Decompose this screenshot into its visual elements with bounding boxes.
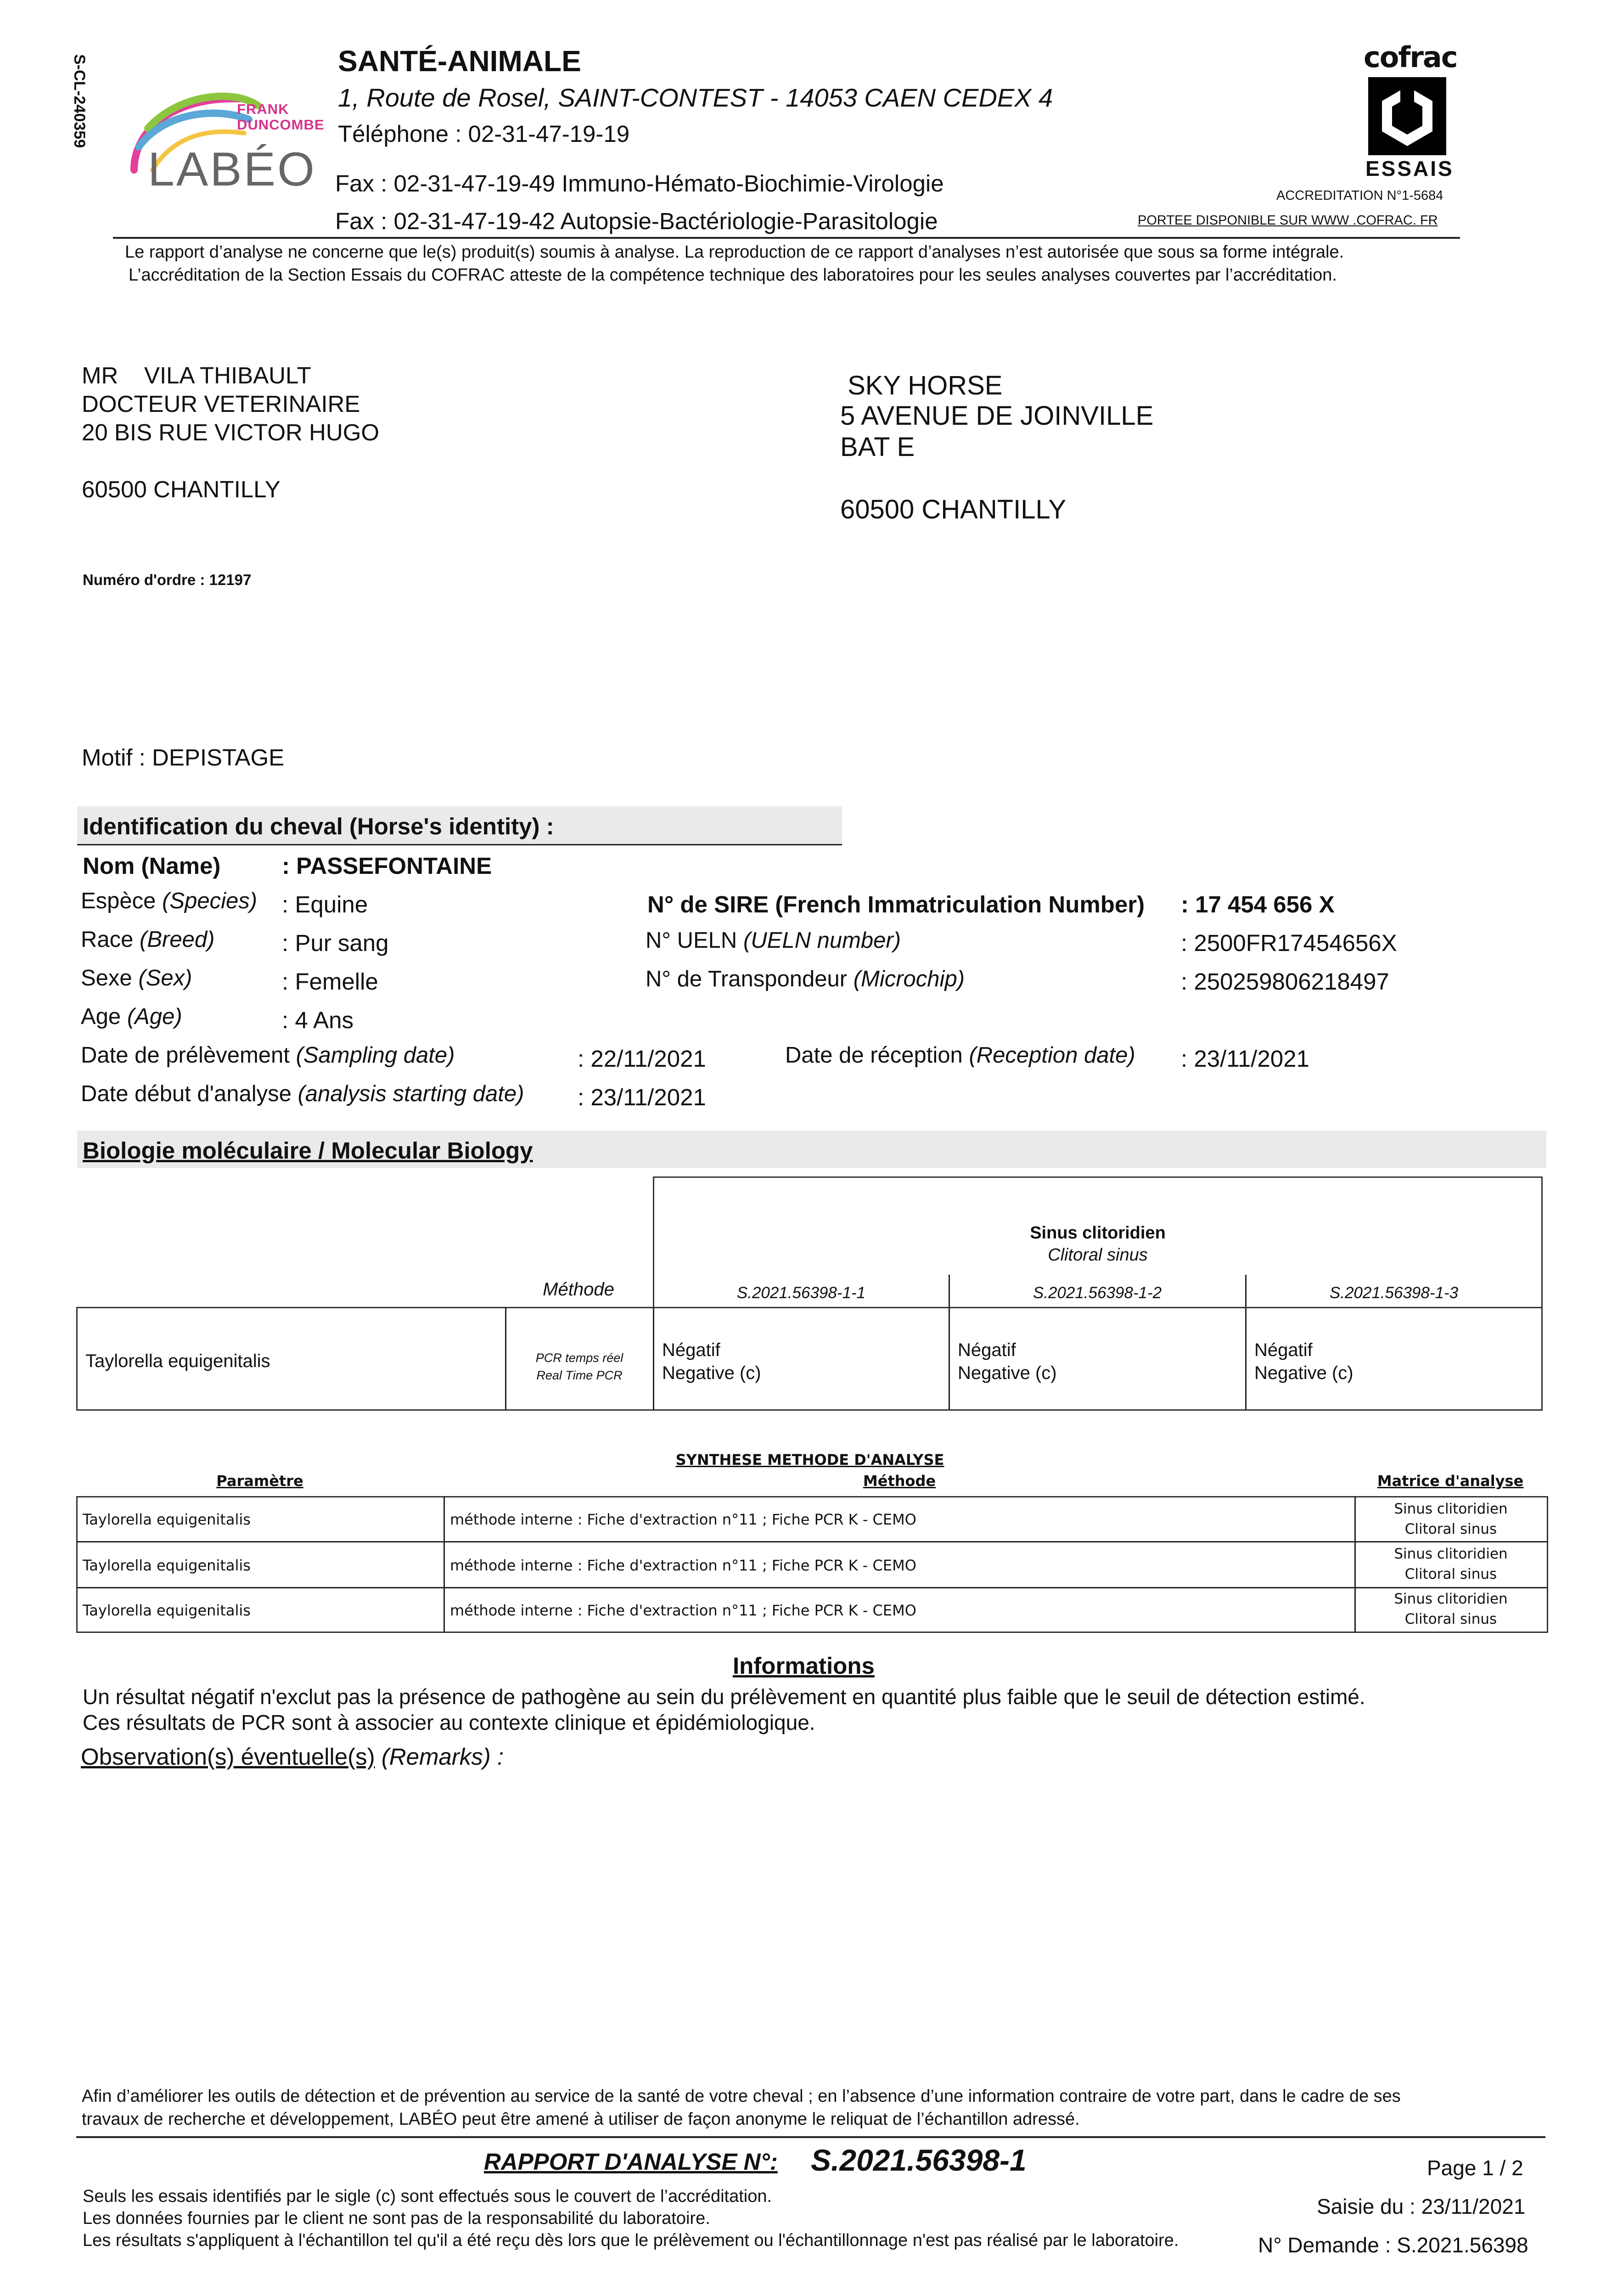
cofrac-portee: PORTEE DISPONIBLE SUR WWW .COFRAC. FR: [1138, 213, 1438, 228]
demande-number: N° Demande : S.2021.56398: [1258, 2233, 1528, 2257]
informations-title: Informations: [733, 1653, 875, 1679]
header-divider: [113, 237, 1460, 239]
result-3-en: Negative (c): [1254, 1363, 1353, 1383]
recipient-street: 5 AVENUE DE JOINVILLE: [840, 401, 1154, 431]
org-name: SANTÉ-ANIMALE: [338, 45, 581, 78]
results-row-box: [76, 1307, 1543, 1411]
sire-label: N° de SIRE (French Immatriculation Number): [647, 891, 1145, 917]
informations-line2: Ces résultats de PCR sont à associer au contexte clinique et épidémiologique.: [83, 1711, 815, 1734]
cofrac-top: cofrac: [1364, 40, 1457, 74]
accreditation-number: ACCREDITATION N°1-5684: [1276, 188, 1443, 203]
age-label: Age (Age): [81, 1004, 182, 1029]
results-method-fr: PCR temps réel: [535, 1351, 623, 1365]
footer-note3: Les résultats s'appliquent à l'échantillon tel qu'il a été reçu dès lors que le prélèvement ou l'échantillonnage n'est pas réalisé par le laboratoire.: [83, 2231, 1179, 2250]
synthese-row-sep1: [76, 1541, 1548, 1542]
species-label: Espèce (Species): [81, 889, 258, 913]
logo-line2: DUNCOMBE: [237, 117, 325, 133]
ueln-label: N° UELN (UELN number): [646, 928, 901, 953]
cofrac-emblem-icon: [1368, 77, 1446, 155]
species-value: : Equine: [282, 891, 368, 917]
synthese-row-matrix-fr: Sinus clitoridien: [1394, 1501, 1508, 1517]
horse-name-value: : PASSEFONTAINE: [282, 853, 492, 879]
sire-value: : 17 454 656 X: [1181, 891, 1335, 917]
synthese-col-param: Paramètre: [216, 1472, 303, 1490]
matrix-en: Clitoral sinus: [1048, 1245, 1148, 1265]
start-date-label: Date début d'analyse (analysis starting date): [81, 1081, 524, 1106]
horse-section-rule: [77, 844, 842, 845]
logo-name: LABÉO: [148, 143, 316, 196]
age-value: : 4 Ans: [282, 1007, 354, 1033]
recipient-city: 60500 CHANTILLY: [840, 495, 1067, 524]
org-fax1: Fax : 02-31-47-19-49 Immuno-Hémato-Biochimie-Virologie: [335, 170, 944, 197]
order-number: Numéro d'ordre : 12197: [83, 571, 252, 588]
synthese-sep1: [444, 1496, 445, 1633]
recipient-name: SKY HORSE: [840, 371, 1003, 400]
report-label: RAPPORT D'ANALYSE N°:: [484, 2149, 778, 2175]
report-number: S.2021.56398-1: [811, 2143, 1027, 2177]
reception-date-label: Date de réception (Reception date): [785, 1043, 1135, 1068]
result-2-fr: Négatif: [958, 1340, 1016, 1360]
reception-date-value: : 23/11/2021: [1181, 1046, 1309, 1072]
results-method-en: Real Time PCR: [536, 1368, 623, 1382]
informations-line1: Un résultat négatif n'exclut pas la présence de pathogène au sein du prélèvement en quantité plus faible que le seuil de détection estimé.: [83, 1685, 1365, 1709]
cofrac-logo: [1364, 40, 1455, 178]
synthese-row-method: méthode interne : Fiche d'extraction n°11 ; Fiche PCR K - CEMO: [450, 1557, 916, 1574]
footer-note1: Seuls les essais identifiés par le sigle (c) sont effectués sous le couvert de l’accréditation.: [83, 2187, 772, 2206]
synthese-row-param: Taylorella equigenitalis: [83, 1511, 251, 1528]
synthese-row-method: méthode interne : Fiche d'extraction n°11 ; Fiche PCR K - CEMO: [450, 1511, 916, 1528]
results-row-sep-method: [653, 1307, 654, 1411]
molecular-section-title: Biologie moléculaire / Molecular Biology: [83, 1137, 533, 1164]
sex-label: Sexe (Sex): [81, 966, 192, 990]
motif: Motif : DEPISTAGE: [82, 744, 285, 771]
method-header: Méthode: [543, 1279, 614, 1300]
result-3-fr: Négatif: [1254, 1340, 1313, 1360]
remarks-label: Observation(s) éventuelle(s) (Remarks) :: [81, 1744, 504, 1770]
footer-divider: [76, 2136, 1545, 2138]
synthese-row-matrix-fr: Sinus clitoridien: [1394, 1546, 1508, 1562]
start-date-value: : 23/11/2021: [578, 1084, 706, 1110]
org-fax2: Fax : 02-31-47-19-42 Autopsie-Bactériologie-Parasitologie: [335, 208, 938, 234]
ueln-value: : 2500FR17454656X: [1181, 930, 1397, 956]
sample-3: S.2021.56398-1-3: [1329, 1284, 1459, 1302]
synthese-row-param: Taylorella equigenitalis: [83, 1602, 251, 1619]
disclaimer-line1: Le rapport d’analyse ne concerne que le(s) produit(s) soumis à analyse. La reproduction de ce rapport d’analyses n’est autorisée que sous sa forme intégrale.: [125, 242, 1344, 262]
synthese-row-param: Taylorella equigenitalis: [83, 1557, 251, 1574]
sampling-date-value: : 22/11/2021: [578, 1046, 706, 1072]
breed-label: Race (Breed): [81, 927, 215, 952]
synthese-col-matrix: Matrice d'analyse: [1377, 1472, 1524, 1490]
research-line1: Afin d’améliorer les outils de détection et de prévention au service de la santé de votre cheval ; en l’absence d’une information contraire de votre part, dans le cadre de ses: [82, 2087, 1401, 2106]
sex-value: : Femelle: [282, 968, 378, 995]
results-param: Taylorella equigenitalis: [85, 1351, 270, 1371]
sender-city: 60500 CHANTILLY: [82, 476, 281, 502]
sender-name: MR VILA THIBAULT: [82, 362, 311, 388]
recipient-building: BAT E: [840, 432, 915, 462]
labeo-logo: [120, 78, 325, 197]
footer-note2: Les données fournies par le client ne sont pas de la responsabilité du laboratoire.: [83, 2209, 710, 2228]
research-line2: travaux de recherche et développement, LABÉO peut être amené à utiliser de façon anonyme le reliquat de l’échantillon adressé.: [82, 2110, 1080, 2129]
synthese-row-matrix-en: Clitoral sinus: [1404, 1566, 1497, 1582]
org-address: 1, Route de Rosel, SAINT-CONTEST - 14053 CAEN CEDEX 4: [338, 83, 1053, 112]
org-phone: Téléphone : 02-31-47-19-19: [338, 121, 630, 147]
disclaimer-line2: L’accréditation de la Section Essais du COFRAC atteste de la compétence technique des laboratoires pour les seules analyses couvertes par l’accréditation.: [129, 265, 1337, 285]
sender-title: DOCTEUR VETERINAIRE: [82, 391, 360, 417]
horse-name-label: Nom (Name): [83, 853, 221, 879]
synthese-row-matrix-en: Clitoral sinus: [1404, 1521, 1497, 1537]
page-number: Page 1 / 2: [1427, 2156, 1523, 2180]
transponder-value: : 250259806218497: [1181, 968, 1389, 995]
sample-1: S.2021.56398-1-1: [736, 1284, 866, 1302]
synthese-row-sep2: [76, 1587, 1548, 1588]
result-2-en: Negative (c): [958, 1363, 1057, 1383]
logo-line1: FRANK: [237, 101, 289, 117]
sample-2: S.2021.56398-1-2: [1033, 1284, 1162, 1302]
sender-street: 20 BIS RUE VICTOR HUGO: [82, 419, 380, 445]
side-code: S-CL-240359: [71, 54, 88, 148]
breed-value: : Pur sang: [282, 930, 389, 956]
transponder-label: N° de Transpondeur (Microchip): [646, 967, 965, 991]
synthese-row-method: méthode interne : Fiche d'extraction n°11 ; Fiche PCR K - CEMO: [450, 1602, 916, 1619]
result-1-fr: Négatif: [662, 1340, 720, 1360]
synthese-row-matrix-en: Clitoral sinus: [1404, 1611, 1497, 1627]
synthese-title: SYNTHESE METHODE D'ANALYSE: [675, 1451, 944, 1469]
cofrac-bottom: ESSAIS: [1365, 157, 1454, 180]
synthese-col-method: Méthode: [863, 1472, 936, 1490]
result-1-en: Negative (c): [662, 1363, 761, 1383]
matrix-fr: Sinus clitoridien: [1030, 1223, 1166, 1243]
synthese-row-matrix-fr: Sinus clitoridien: [1394, 1591, 1508, 1607]
saisie-date: Saisie du : 23/11/2021: [1317, 2195, 1526, 2218]
sampling-date-label: Date de prélèvement (Sampling date): [81, 1043, 455, 1068]
horse-section-title: Identification du cheval (Horse's identity) :: [83, 813, 554, 839]
